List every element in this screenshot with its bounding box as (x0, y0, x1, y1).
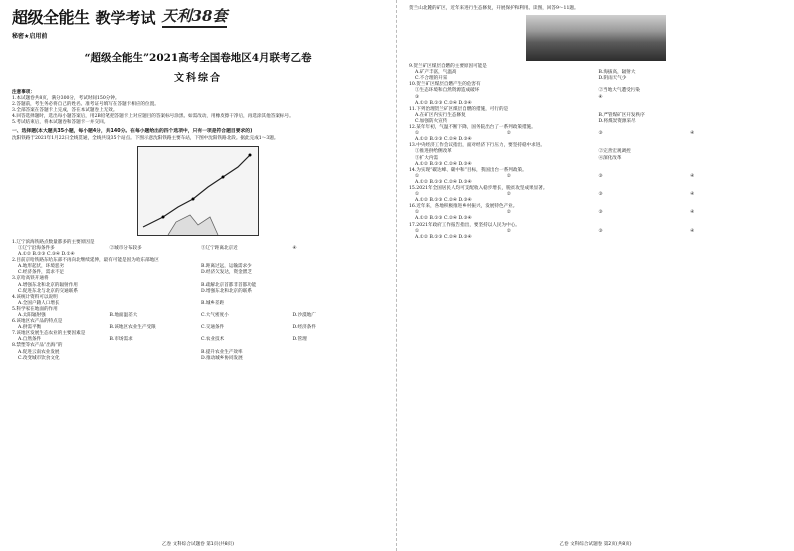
question-stem: 14.为实现“碳达峰、碳中和”目标，我国出台一系列政策。 (409, 167, 527, 173)
option[interactable]: B.地面温差大 (109, 312, 138, 318)
answer-choices: A.①② B.①③ C.②④ D.③④ (415, 137, 472, 143)
option[interactable]: A.自然条件 (18, 337, 42, 343)
option[interactable]: D.增强东北和北京的联系 (201, 288, 252, 294)
question-list (409, 64, 782, 241)
option[interactable]: ②城市分布较多 (109, 245, 142, 251)
question-stem: 11.下列治理贺兰矿区煤层自燃的措施，可行的是 (409, 106, 509, 112)
question-stem: 13.中央经济工作会议指出，面对经济下行压力，要坚持稳中求进。 (409, 143, 545, 149)
logo: 天利38套 (162, 5, 228, 28)
option[interactable]: D.阴雨天气少 (598, 76, 627, 82)
option[interactable]: ② (506, 192, 511, 198)
notice-item: 1.本试题卷共8页，满分300分，考试时间150分钟。 (12, 96, 120, 102)
option[interactable]: ③辽宁距离北京近 (201, 245, 238, 251)
answer-choices: A.①② B.①③ C.②④ D.③④ (415, 234, 472, 240)
answer-choices: A.①② B.②③ C.③④ D.①④ (18, 252, 75, 258)
question-options (12, 350, 384, 362)
header (12, 6, 384, 28)
option[interactable]: B.市场需求 (109, 337, 133, 343)
option[interactable]: ② (506, 173, 511, 179)
notice-item: 3.全部答案在答题卡上完成，答在本试题卷上无效。 (12, 108, 118, 114)
page-footer: 乙卷 文科综合试题卷 第1页(共8页) (161, 542, 235, 547)
option[interactable]: D.沙漠地广 (292, 312, 316, 318)
question-stem: 2.目前京哈铁路东哈东部不再向北继续延伸，最有可能是因为哈东部地区 (12, 258, 159, 264)
brand-subtitle: 教学考试 (95, 9, 156, 27)
notice-item: 2.答题前，考生务必将自己的姓名、准考证号填写在答题卡相应的位置。 (12, 102, 159, 108)
mine-photo (526, 15, 666, 61)
option[interactable]: ③扩大内需 (415, 155, 438, 161)
option[interactable]: B.提升农业生产效率 (201, 349, 243, 355)
option[interactable]: ③ (598, 210, 603, 216)
option[interactable]: ③ (598, 228, 603, 234)
option[interactable]: ④ (598, 94, 603, 100)
option[interactable]: C.农业技术 (201, 337, 225, 343)
option[interactable]: D.推动城乡协同发展 (201, 355, 243, 361)
option[interactable]: ③ (598, 131, 603, 137)
question-stem: 3.京哈高铁开通将 (12, 276, 49, 282)
option[interactable]: ④ (292, 245, 297, 251)
option[interactable]: ③ (415, 94, 420, 100)
question-intro: 贺兰山北麓的矿区，近年来进行生态修复，开展保护和利用。读图，回答9～11题。 (409, 6, 579, 11)
question-stem: 16.近年来，各地积极推进乡村振兴，发展特色产业。 (409, 204, 518, 210)
question-stem: 4.该统计资料可以说明 (12, 294, 58, 300)
notice-list (12, 96, 384, 126)
option[interactable]: B.城乡差距 (201, 300, 225, 306)
option[interactable]: ① (415, 131, 420, 137)
notice-heading: 注意事项： (12, 90, 35, 95)
option[interactable]: D.将煤炭资源采尽 (598, 118, 636, 124)
option[interactable]: C.不合理的开采 (415, 76, 448, 82)
option[interactable]: B.海拔高，辐射大 (598, 70, 636, 76)
option[interactable]: ② (506, 210, 511, 216)
question-options (12, 313, 384, 319)
question-stem: 5.科学家在地面的作用 (12, 306, 58, 312)
option[interactable]: ① (415, 228, 420, 234)
question-options (409, 113, 782, 125)
answer-choices: A.①② B.①③ C.②④ D.③④ (415, 100, 472, 106)
question-stem: 17.2021年政府工作报告指出，要坚持以人民为中心。 (409, 222, 520, 228)
question-options (409, 174, 782, 180)
option[interactable]: B.疏解北京首都非首都功能 (201, 282, 257, 288)
option[interactable]: D.经济欠发达，资金匮乏 (201, 270, 252, 276)
option[interactable]: ①推进供给侧改革 (415, 149, 452, 155)
option[interactable]: ①生态环境和自然资源造成破坏 (415, 88, 480, 94)
option[interactable]: A.矿产丰富，气温高 (415, 70, 457, 76)
page-right (397, 0, 794, 551)
option[interactable]: C.交通条件 (201, 325, 225, 331)
question-options (12, 264, 384, 276)
option[interactable]: D.经济条件 (292, 325, 316, 331)
secret-mark: 秘密★启用前 (12, 33, 48, 40)
question-options (12, 301, 384, 307)
notice-item: 5.考试结束后，将本试题卷和答题卡一并交回。 (12, 120, 109, 126)
option[interactable]: C.经济条件，需求不足 (18, 270, 65, 276)
option[interactable]: ② (506, 131, 511, 137)
option[interactable]: ①辽宁沿海条件多 (18, 245, 55, 251)
option[interactable]: ③ (598, 192, 603, 198)
question-options (409, 229, 782, 235)
brand-name: 超级全能生 (12, 8, 90, 27)
option[interactable]: ②完善宏观调控 (598, 149, 631, 155)
option[interactable]: A.供需平衡 (18, 325, 42, 331)
answer-choices: A.①② B.①③ C.②④ D.③④ (415, 198, 472, 204)
answer-choices: A.①② B.①③ C.②④ D.③④ (415, 216, 472, 222)
question-intro: 沈阳铁路于2021年1月22日全线贯通，全线共设35个站点。下图示意沈阳铁路主要车站，下图中沈阳铁路北段。据此完成1～3题。 (12, 135, 279, 141)
page-footer: 乙卷 文科综合试题卷 第2页(共8页) (559, 542, 632, 547)
option[interactable]: ④ (690, 228, 695, 234)
question-list (12, 240, 384, 362)
section-heading: 一、选择题(本大题共35小题，每小题4分，共140分。在每小题给出的四个选项中，只有一项是符合题目要求的) (12, 128, 253, 134)
answer-choices: A.①② B.①③ C.②④ D.③④ (415, 161, 472, 167)
option[interactable]: D.管理 (292, 337, 307, 343)
question-options (12, 337, 384, 343)
question-stem: 15.2021年全国居民人均可支配收入稳步增长，脱贫攻坚成果显著。 (409, 185, 548, 191)
question-stem: 8.禁塑等农产品“出海”的 (12, 343, 63, 349)
option[interactable]: ① (415, 192, 420, 198)
option[interactable]: C.大气密度小 (201, 312, 229, 318)
option[interactable]: A.全国户籍人口增长 (18, 300, 60, 306)
option[interactable]: ②当地大气遭受污染 (598, 88, 640, 94)
option[interactable]: ① (415, 210, 420, 216)
option[interactable]: B.该地区农业生产受限 (109, 325, 156, 331)
option[interactable]: A.促进云南农业发展 (18, 349, 60, 355)
notice-item: 4.回答选择题时，选出每小题答案后，用2B铅笔把答题卡上对应题目的答案标号涂黑。如需改动，用橡皮擦干净后，再选涂其他答案标号。 (12, 114, 294, 120)
railway-map (137, 146, 259, 236)
option[interactable]: ① (415, 173, 420, 179)
option[interactable]: ② (506, 228, 511, 234)
option[interactable]: C.促进东北与北京的交通联系 (18, 288, 78, 294)
option[interactable]: A.太阳辐射强 (18, 312, 46, 318)
question-options (409, 149, 782, 161)
option[interactable]: ④深化改革 (598, 155, 622, 161)
option[interactable]: B.距离过远，运输需求少 (201, 264, 252, 270)
question-stem: 6.该地区农产品的特点是 (12, 319, 63, 325)
option[interactable]: C.加强防火宣传 (415, 118, 448, 124)
option[interactable]: A.地形起伏，环境恶劣 (18, 264, 65, 270)
option[interactable]: ④ (690, 210, 695, 216)
question-options (409, 88, 782, 100)
option[interactable]: A.在矿区内实行生态修复 (415, 112, 466, 118)
question-stem: 7.该地区发展生态农业的主要因素是 (12, 331, 86, 337)
answer-choices: A.①② B.①③ C.②④ D.③④ (415, 179, 472, 185)
option[interactable]: C.改变城市饮食文化 (18, 355, 60, 361)
map-graphic (138, 147, 258, 235)
option[interactable]: ③ (598, 173, 603, 179)
question-stem: 10.贺兰矿区煤层自燃产生的危害有 (409, 82, 481, 88)
question-options (12, 283, 384, 295)
question-stem: 9.贺兰矿区煤层自燃的主要原因可能是 (409, 64, 487, 70)
question-stem: 12.某年年初，气温不断下降，国务院出台了一系列政策措施。 (409, 125, 536, 131)
question-stem: 1.辽宁滨海铁路点数量都多的主要原因是 (12, 239, 95, 245)
option[interactable]: B.严管煤矿区开发秩序 (598, 112, 645, 118)
exam-subject: 文科综合 (174, 73, 222, 84)
option[interactable]: ④ (690, 131, 695, 137)
question-options (409, 70, 782, 82)
option[interactable]: ④ (690, 192, 695, 198)
exam-title: “超级全能生”2021高考全国卷地区4月联考乙卷 (84, 52, 312, 64)
option[interactable]: ④ (690, 173, 695, 179)
option[interactable]: A.增强东北和北京的辐射作用 (18, 282, 78, 288)
